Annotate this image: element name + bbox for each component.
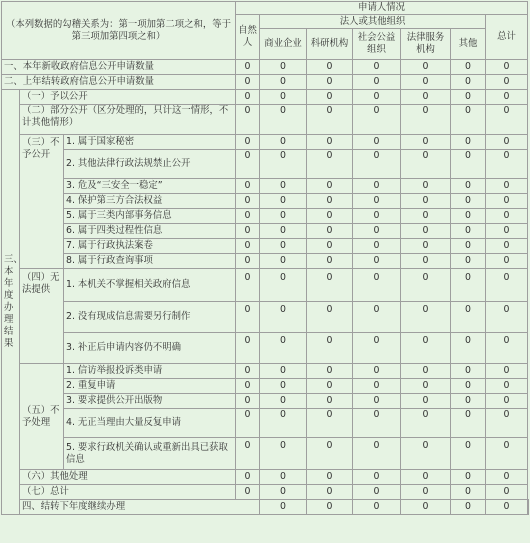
- row-label: 3. 补正后申请内容仍不明确: [64, 333, 236, 364]
- cell: 0: [451, 194, 486, 209]
- cell: 0: [307, 239, 353, 254]
- row-label: 7. 属于行政执法案卷: [64, 239, 236, 254]
- cell: 0: [451, 179, 486, 194]
- header-legal-service: 法律服务机构: [401, 29, 451, 60]
- cell: 0: [401, 60, 451, 75]
- cell: 0: [260, 239, 307, 254]
- cell: 0: [307, 269, 353, 302]
- cell: 0: [451, 302, 486, 333]
- row-label: 一、本年新收政府信息公开申请数量: [2, 60, 236, 75]
- cell: 0: [353, 333, 401, 364]
- cell: [528, 500, 529, 515]
- cell: 0: [353, 60, 401, 75]
- cell: 0: [486, 135, 528, 150]
- cell: 0: [486, 409, 528, 438]
- cell: 0: [236, 105, 260, 135]
- cell: 0: [260, 150, 307, 179]
- row-label: 5. 要求行政机关确认或重新出具已获取 信息: [64, 438, 236, 470]
- cell: 0: [260, 485, 307, 500]
- row-label: （六）其他处理: [20, 470, 236, 485]
- cell: 0: [451, 150, 486, 179]
- cell: 0: [307, 409, 353, 438]
- row-label: （七）总计: [20, 485, 236, 500]
- cell: 0: [307, 254, 353, 269]
- table-row: [2, 60, 529, 75]
- cell: 0: [260, 269, 307, 302]
- cell: 0: [307, 209, 353, 224]
- cell: 0: [486, 470, 528, 485]
- row-label: 四、结转下年度继续办理: [20, 500, 260, 515]
- cell: 0: [451, 394, 486, 409]
- cell: 0: [307, 379, 353, 394]
- cell: 0: [260, 379, 307, 394]
- cell: 0: [260, 438, 307, 470]
- cell: 0: [486, 224, 528, 239]
- cell: 0: [401, 302, 451, 333]
- row-label: 5. 属于三类内部事务信息: [64, 209, 236, 224]
- cell: 0: [451, 470, 486, 485]
- cell: 0: [451, 75, 486, 90]
- cell: 0: [401, 438, 451, 470]
- header-legal-group: 法人或其他组织: [260, 15, 486, 29]
- cell: 0: [236, 135, 260, 150]
- section-label: （四）无法提供: [20, 269, 64, 364]
- cell: 0: [401, 500, 451, 515]
- cell: 0: [236, 209, 260, 224]
- cell: 0: [486, 209, 528, 224]
- cell: 0: [307, 364, 353, 379]
- cell: 0: [486, 302, 528, 333]
- cell: 0: [486, 394, 528, 409]
- cell: 0: [401, 470, 451, 485]
- cell: 0: [236, 302, 260, 333]
- cell: 0: [451, 364, 486, 379]
- cell: 0: [401, 90, 451, 105]
- row-label: 2. 其他法律行政法规禁止公开: [64, 150, 236, 179]
- cell: 0: [401, 239, 451, 254]
- table-row: [2, 105, 529, 135]
- cell: 0: [451, 254, 486, 269]
- cell: 0: [307, 333, 353, 364]
- cell: 0: [451, 438, 486, 470]
- cell: 0: [451, 485, 486, 500]
- header-other: 其他: [451, 29, 486, 60]
- cell: 0: [236, 269, 260, 302]
- cell: 0: [401, 409, 451, 438]
- cell: 0: [486, 438, 528, 470]
- cell: 0: [236, 179, 260, 194]
- table-row: [2, 179, 529, 194]
- cell: 0: [401, 194, 451, 209]
- cell: 0: [307, 394, 353, 409]
- table-row: [2, 500, 529, 515]
- cell: 0: [260, 209, 307, 224]
- cell: 0: [307, 500, 353, 515]
- cell: 0: [451, 224, 486, 239]
- cell: 0: [353, 239, 401, 254]
- cell: 0: [353, 470, 401, 485]
- cell: 0: [236, 150, 260, 179]
- cell: 0: [486, 379, 528, 394]
- cell: 0: [236, 394, 260, 409]
- cell: 0: [353, 269, 401, 302]
- row-label: （一）予以公开: [20, 90, 236, 105]
- row-label: 1. 本机关不掌握相关政府信息: [64, 269, 236, 302]
- row-label: 6. 属于四类过程性信息: [64, 224, 236, 239]
- cell: 0: [236, 60, 260, 75]
- cell: 0: [353, 379, 401, 394]
- header-applicant: 申请人情况: [236, 2, 528, 15]
- cell: 0: [486, 364, 528, 379]
- row-label: 8. 属于行政查询事项: [64, 254, 236, 269]
- cell: 0: [236, 485, 260, 500]
- cell: 0: [353, 485, 401, 500]
- cell: 0: [307, 302, 353, 333]
- cell: 0: [451, 333, 486, 364]
- table-row: [2, 269, 529, 302]
- cell: 0: [353, 224, 401, 239]
- cell: 0: [353, 150, 401, 179]
- cell: 0: [236, 239, 260, 254]
- header-research: 科研机构: [307, 29, 353, 60]
- cell: 0: [401, 379, 451, 394]
- cell: 0: [260, 75, 307, 90]
- cell: 0: [401, 150, 451, 179]
- cell: 0: [353, 179, 401, 194]
- header-natural-person: 自然人: [236, 15, 260, 60]
- row-label: 2. 没有现成信息需要另行制作: [64, 302, 236, 333]
- cell: 0: [236, 224, 260, 239]
- cell: 0: [236, 333, 260, 364]
- cell: 0: [451, 105, 486, 135]
- cell: 0: [451, 90, 486, 105]
- row-label: 3. 危及“三安全一稳定”: [64, 179, 236, 194]
- cell: 0: [401, 269, 451, 302]
- table-row: [2, 224, 529, 239]
- section-label: （五）不予处理: [20, 364, 64, 470]
- cell: 0: [236, 254, 260, 269]
- cell: 0: [260, 302, 307, 333]
- cell: 0: [353, 394, 401, 409]
- row-label: 1. 信访举报投诉类申请: [64, 364, 236, 379]
- table-row: [2, 394, 529, 409]
- cell: 0: [451, 60, 486, 75]
- cell: 0: [401, 75, 451, 90]
- cell: 0: [307, 179, 353, 194]
- table-row: [2, 254, 529, 269]
- cell: 0: [307, 75, 353, 90]
- cell: 0: [353, 302, 401, 333]
- cell: 0: [236, 409, 260, 438]
- gov-info-disclosure-table: [1, 1, 529, 515]
- cell: 0: [401, 254, 451, 269]
- cell: 0: [353, 135, 401, 150]
- cell: 0: [486, 333, 528, 364]
- table-row: [2, 75, 529, 90]
- row-label: 4. 保护第三方合法权益: [64, 194, 236, 209]
- cell: 0: [401, 209, 451, 224]
- cell: 0: [486, 75, 528, 90]
- table-row: [2, 409, 529, 438]
- cell: 0: [353, 209, 401, 224]
- cell: 0: [236, 364, 260, 379]
- cell: 0: [260, 224, 307, 239]
- row-label: 2. 重复申请: [64, 379, 236, 394]
- group-label-3: 三、本年度办理结果: [2, 90, 20, 515]
- cell: 0: [260, 254, 307, 269]
- cell: 0: [260, 394, 307, 409]
- cell: 0: [260, 470, 307, 485]
- cell: 0: [401, 105, 451, 135]
- table-row: [2, 90, 529, 105]
- cell: 0: [260, 60, 307, 75]
- cell: 0: [486, 239, 528, 254]
- table-row: [2, 364, 529, 379]
- cell: 0: [353, 90, 401, 105]
- cell: 0: [451, 239, 486, 254]
- table-row: [2, 239, 529, 254]
- cell: 0: [260, 364, 307, 379]
- cell: 0: [486, 150, 528, 179]
- cell: 0: [401, 224, 451, 239]
- header-note: （本列数据的勾稽关系为：第一项加第二项之和，等于第三项加第四项之和）: [2, 2, 236, 60]
- cell: 0: [236, 379, 260, 394]
- cell: 0: [486, 60, 528, 75]
- cell: 0: [307, 194, 353, 209]
- cell: 0: [486, 254, 528, 269]
- row-label: 1. 属于国家秘密: [64, 135, 236, 150]
- table-row: [2, 150, 529, 179]
- cell: 0: [451, 269, 486, 302]
- cell: 0: [260, 194, 307, 209]
- cell: 0: [307, 60, 353, 75]
- cell: 0: [353, 364, 401, 379]
- cell: 0: [451, 409, 486, 438]
- cell: 0: [307, 105, 353, 135]
- cell: 0: [353, 438, 401, 470]
- cell: 0: [236, 470, 260, 485]
- cell: 0: [307, 90, 353, 105]
- cell: 0: [307, 470, 353, 485]
- cell: 0: [236, 90, 260, 105]
- header-commercial: 商业企业: [260, 29, 307, 60]
- cell: 0: [307, 438, 353, 470]
- cell: 0: [260, 90, 307, 105]
- cell: 0: [486, 105, 528, 135]
- cell: 0: [307, 150, 353, 179]
- table-row: [2, 209, 529, 224]
- cell: 0: [353, 409, 401, 438]
- cell: 0: [236, 438, 260, 470]
- cell: 0: [486, 194, 528, 209]
- cell: 0: [260, 500, 307, 515]
- cell: 0: [353, 194, 401, 209]
- cell: 0: [451, 135, 486, 150]
- cell: 0: [353, 254, 401, 269]
- cell: 0: [401, 485, 451, 500]
- header-social: 社会公益组织: [353, 29, 401, 60]
- cell: 0: [401, 394, 451, 409]
- cell: 0: [486, 500, 528, 515]
- row-label: （二）部分公开（区分处理的，只计这一情形，不计其他情形）: [20, 105, 236, 135]
- cell: 0: [260, 179, 307, 194]
- table-row: [2, 302, 529, 333]
- cell: 0: [401, 135, 451, 150]
- cell: 0: [236, 75, 260, 90]
- cell: 0: [486, 485, 528, 500]
- cell: 0: [451, 379, 486, 394]
- cell: 0: [307, 224, 353, 239]
- cell: 0: [260, 135, 307, 150]
- table-row: [2, 194, 529, 209]
- cell: 0: [260, 409, 307, 438]
- cell: 0: [401, 364, 451, 379]
- table-row: [2, 438, 529, 470]
- table-row: [2, 470, 529, 485]
- section-label: （三）不予公开: [20, 135, 64, 269]
- cell: 0: [260, 105, 307, 135]
- cell: 0: [353, 105, 401, 135]
- row-label: 3. 要求提供公开出版物: [64, 394, 236, 409]
- table-row: [2, 485, 529, 500]
- table-row: [2, 379, 529, 394]
- row-label: 4. 无正当理由大量反复申请: [64, 409, 236, 438]
- cell: 0: [486, 90, 528, 105]
- table-row: [2, 135, 529, 150]
- table-row: [2, 333, 529, 364]
- cell: 0: [486, 179, 528, 194]
- cell: 0: [307, 135, 353, 150]
- cell: 0: [486, 269, 528, 302]
- cell: 0: [307, 485, 353, 500]
- cell: 0: [451, 209, 486, 224]
- cell: 0: [401, 179, 451, 194]
- cell: 0: [353, 500, 401, 515]
- cell: 0: [236, 194, 260, 209]
- cell: 0: [353, 75, 401, 90]
- cell: 0: [401, 333, 451, 364]
- cell: 0: [260, 333, 307, 364]
- cell: 0: [451, 500, 486, 515]
- header-total: 总计: [486, 15, 528, 60]
- row-label: 二、上年结转政府信息公开申请数量: [2, 75, 236, 90]
